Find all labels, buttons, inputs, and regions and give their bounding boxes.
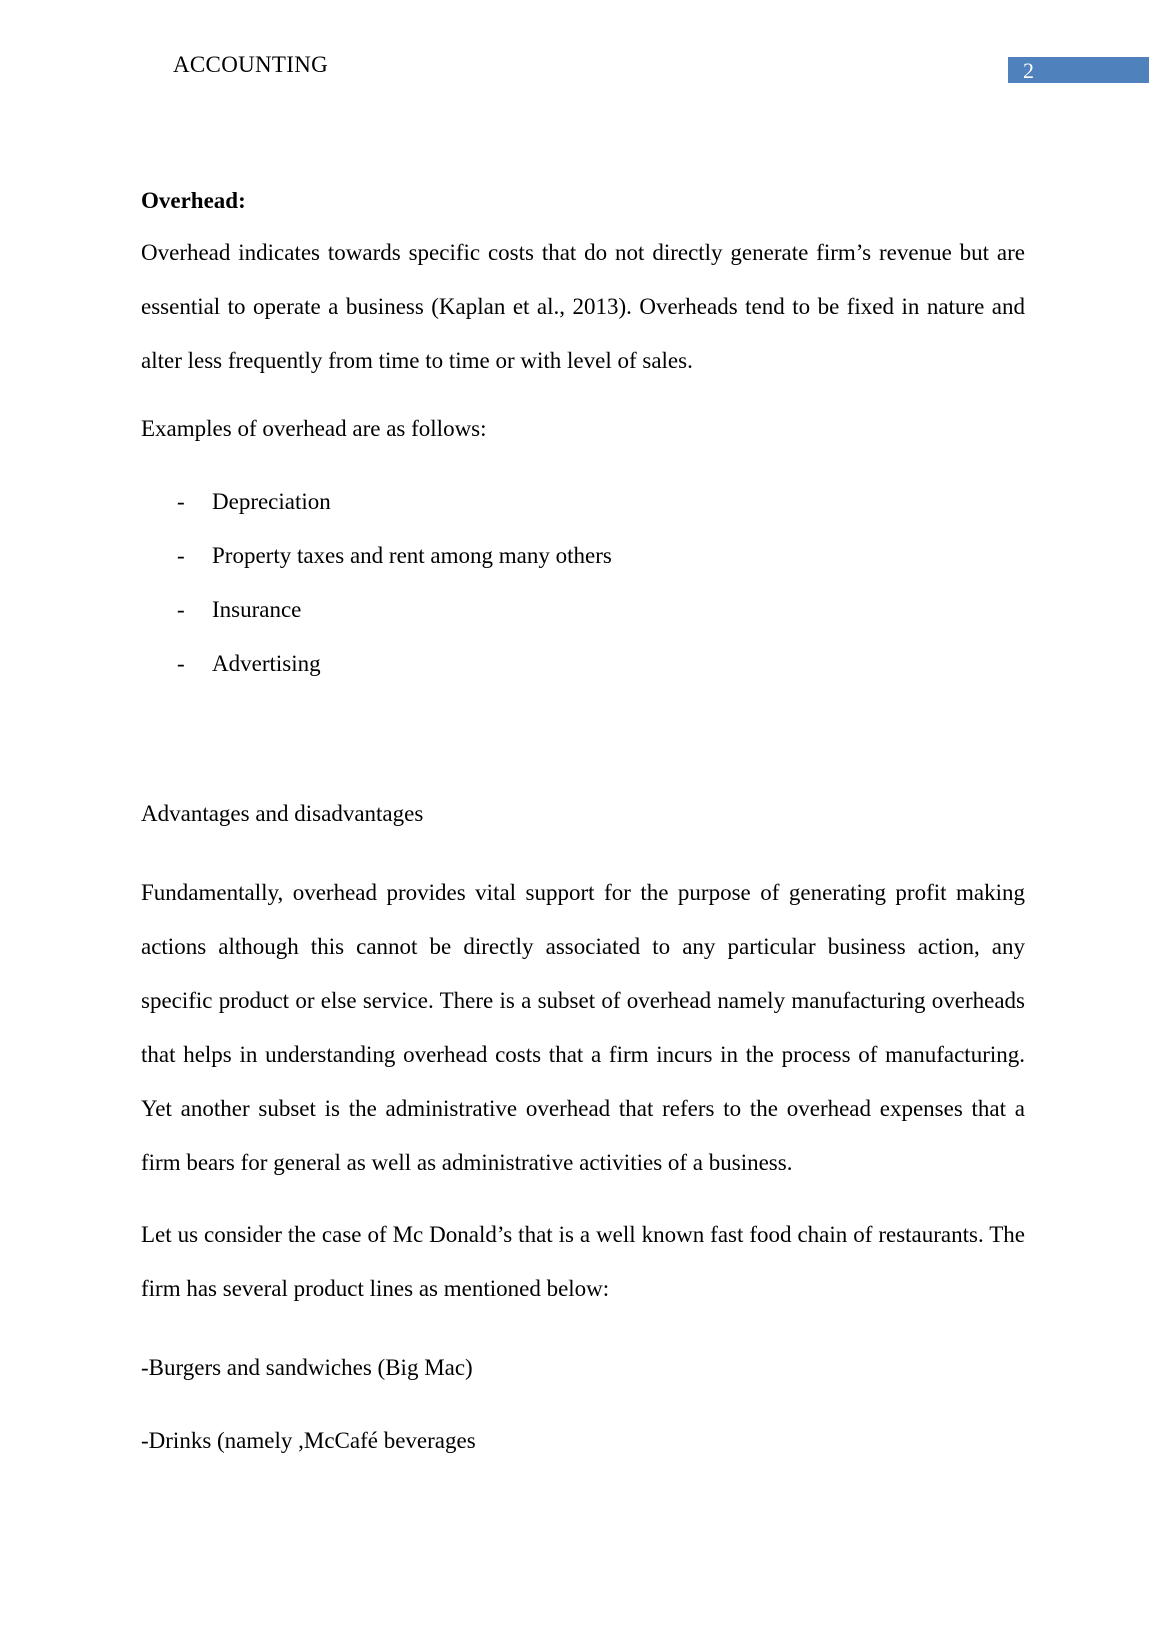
bullet-marker: - — [177, 651, 185, 676]
list-item — [177, 489, 331, 515]
running-header: ACCOUNTING — [173, 52, 329, 77]
list-item — [177, 651, 321, 677]
examples-lead: Examples of overhead are as follows: — [141, 416, 487, 441]
bullet-marker: - — [177, 489, 185, 514]
bullet-marker: - — [177, 543, 185, 568]
overhead-intro-paragraph: Overhead indicates towards specific costs that do not directly generate firm’s revenue but are essential to operate a business (Kaplan et al., 2013). Overheads tend to be fixed in nature and alter less frequently from time to time or with level of sales. — [141, 240, 1025, 373]
product-line-item: -Burgers and sandwiches (Big Mac) — [141, 1355, 473, 1380]
list-item-text: Property taxes and rent among many others — [212, 543, 612, 568]
overhead-heading: Overhead: — [141, 188, 246, 213]
list-item-text: Insurance — [212, 597, 302, 622]
list-item — [177, 543, 612, 569]
page-number: 2 — [1008, 57, 1149, 83]
list-item-text: Depreciation — [212, 489, 331, 514]
list-item-text: Advertising — [212, 651, 321, 676]
mcdonalds-case-paragraph: Let us consider the case of Mc Donald’s that is a well known fast food chain of restaurants. The firm has several product lines as mentioned below: — [141, 1222, 1025, 1301]
advantages-heading: Advantages and disadvantages — [141, 801, 424, 826]
product-line-item: -Drinks (namely ,McCafé beverages — [141, 1428, 476, 1453]
advantages-paragraph: Fundamentally, overhead provides vital support for the purpose of generating profit making actions although this cannot be directly associated to any particular business action, any specific product or else service. There is a subset of overhead namely manufacturing overheads that helps in understanding overhead costs that a firm incurs in the process of manufacturing. Yet another subset is the administrative overhead that refers to the overhead expenses that a firm bears for general as well as administrative activities of a business. — [141, 880, 1025, 1175]
list-item — [177, 597, 301, 623]
bullet-marker: - — [177, 597, 185, 622]
